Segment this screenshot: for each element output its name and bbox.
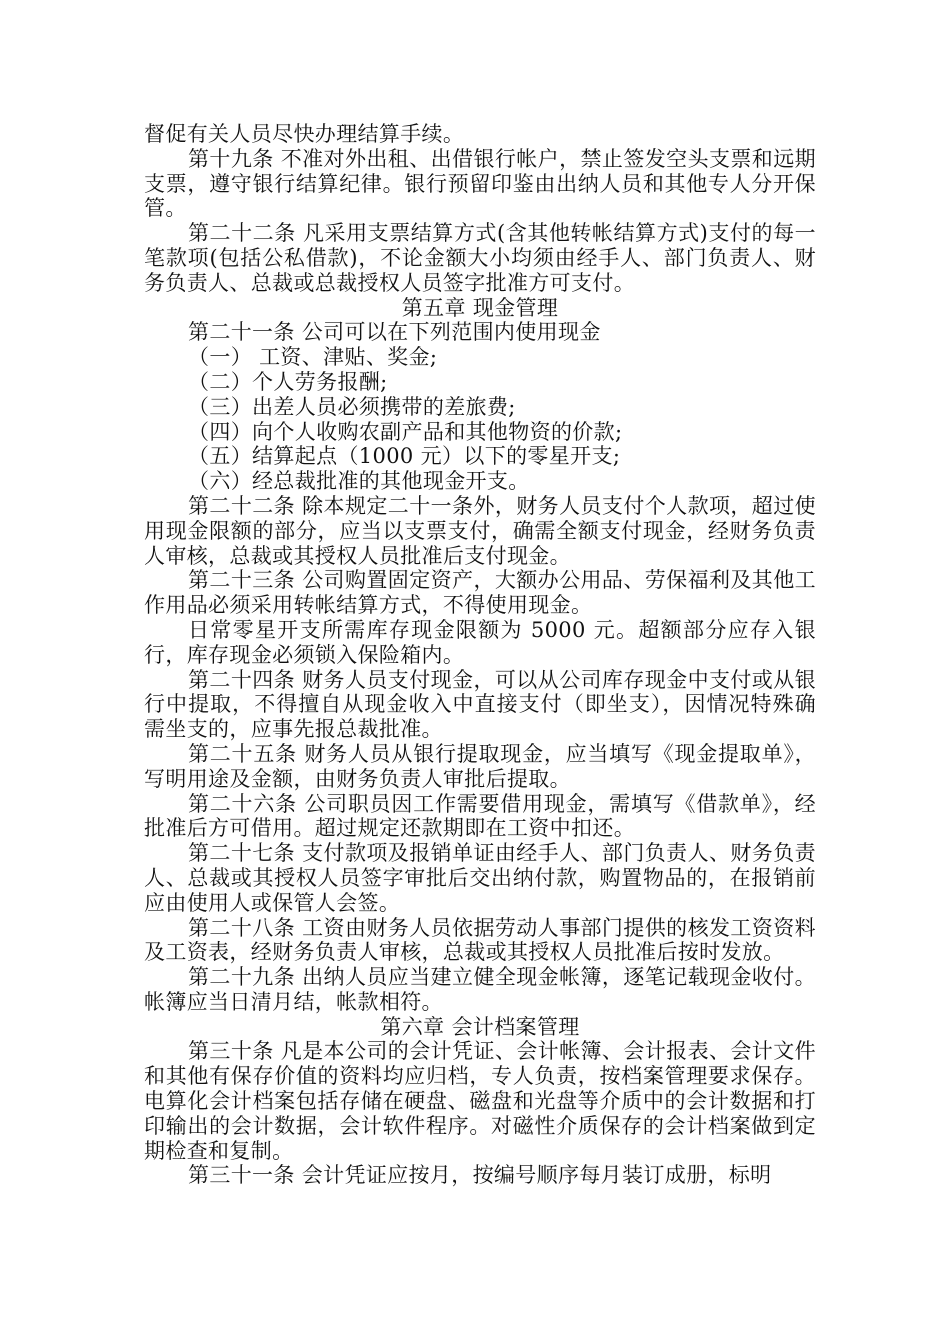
paragraph-continued: 督促有关人员尽快办理结算手续。 xyxy=(144,122,465,146)
article-paragraph: 第二十七条 支付款项及报销单证由经手人、部门负责人、财务负责人、总裁或其授权人员签字审批后交出纳付款，购置物品的，在报销前应由使用人或保管人会签。 xyxy=(144,841,816,915)
article-paragraph: 第二十四条 财务人员支付现金，可以从公司库存现金中支付或从银行中提取，不得擅自从现金收入中直接支付（即坐支），因情况特殊确需坐支的，应事先报总裁批准。 xyxy=(144,667,816,742)
article-paragraph: 第二十五条 财务人员从银行提取现金，应当填写《现金提取单》，写明用途及金额，由财务负责人审批后提取。 xyxy=(144,741,816,791)
list-item: （一） 工资、津贴、奖金; xyxy=(188,345,438,370)
article-paragraph: 日常零星开支所需库存现金限额为 5000 元。超额部分应存入银行，库存现金必须锁入保险箱内。 xyxy=(144,617,816,667)
list-item: （三）出差人员必须携带的差旅费; xyxy=(188,394,516,419)
list-item: （五）结算起点（1000 元）以下的零星开支; xyxy=(188,444,621,469)
list-item: （二）个人劳务报酬; xyxy=(188,369,388,394)
article-paragraph: 第十九条 不准对外出租、出借银行帐户，禁止签发空头支票和远期支票，遵守银行结算纪律。银行预留印鉴由出纳人员和其他专人分开保管。 xyxy=(144,146,816,221)
list-item: （四）向个人收购农副产品和其他物资的价款; xyxy=(188,419,623,444)
article-paragraph: 第二十二条 凡采用支票结算方式(含其他转帐结算方式)支付的每一笔款项(包括公私借款)，不论金额大小均须由经手人、部门负责人、财务负责人、总裁或总裁授权人员签字批准方可支付。 xyxy=(144,221,816,295)
article-paragraph: 第二十八条 工资由财务人员依据劳动人事部门提供的核发工资资料及工资表，经财务负责人审核，总裁或其授权人员批准后按时发放。 xyxy=(144,915,816,965)
article-paragraph: 第二十六条 公司职员因工作需要借用现金，需填写《借款单》，经批准后方可借用。超过规定还款期即在工资中扣还。 xyxy=(144,791,816,841)
list-item: （六）经总裁批准的其他现金开支。 xyxy=(188,469,530,494)
article-paragraph: 第三十一条 会计凭证应按月，按编号顺序每月装订成册，标明 xyxy=(188,1163,772,1188)
article-paragraph: 第二十一条 公司可以在下列范围内使用现金 xyxy=(188,320,601,345)
chapter-heading: 第五章 现金管理 xyxy=(401,295,559,320)
document-body xyxy=(144,122,816,1188)
article-paragraph: 第二十三条 公司购置固定资产，大额办公用品、劳保福利及其他工作用品必须采用转帐结算方式，不得使用现金。 xyxy=(144,568,816,618)
article-paragraph: 第三十条 凡是本公司的会计凭证、会计帐簿、会计报表、会计文件和其他有保存价值的资料均应归档，专人负责，按档案管理要求保存。电算化会计档案包括存储在硬盘、磁盘和光盘等介质中的会计数据和打印输出的会计数据，会计软件程序。对磁性介质保存的会计档案做到定期检查和复制。 xyxy=(144,1039,816,1163)
article-paragraph: 第二十二条 除本规定二十一条外，财务人员支付个人款项，超过使用现金限额的部分，应当以支票支付，确需全额支付现金，经财务负责人审核，总裁或其授权人员批准后支付现金。 xyxy=(144,493,816,568)
chapter-heading: 第六章 会计档案管理 xyxy=(380,1014,580,1039)
article-paragraph: 第二十九条 出纳人员应当建立健全现金帐簿，逐笔记载现金收付。帐簿应当日清月结，帐款相符。 xyxy=(144,965,816,1014)
